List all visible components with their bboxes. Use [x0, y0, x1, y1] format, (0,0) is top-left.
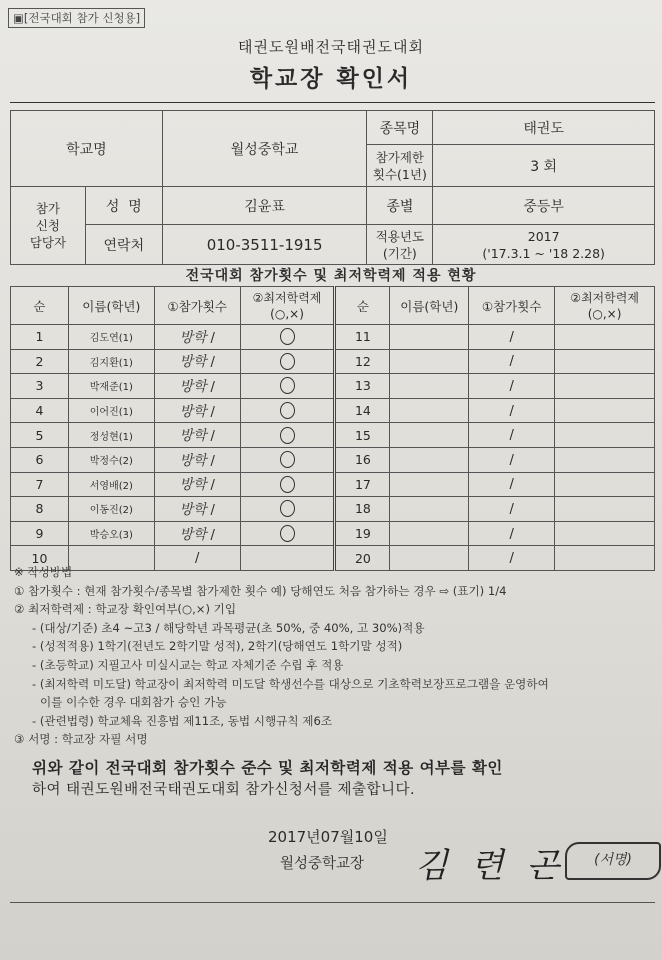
participation-count	[154, 447, 240, 472]
participation-table	[10, 286, 655, 571]
circle-mark-icon	[280, 353, 295, 370]
min-grade-check	[240, 349, 335, 374]
student-name-right	[390, 447, 469, 472]
count-slash-right: /	[509, 329, 514, 345]
participation-count	[154, 472, 240, 497]
circle-mark-icon	[280, 328, 295, 345]
row-no: 5	[11, 423, 69, 448]
header-min-grade-right: ②최저학력제 (○,×)	[555, 287, 655, 325]
count-slash: /	[210, 502, 215, 518]
min-grade-check-right	[555, 472, 655, 497]
min-grade-check-right	[555, 447, 655, 472]
count-slash: /	[210, 478, 215, 494]
note-target: - (대상/기준) 초4 ~고3 / 해당학년 과목평균(초 50%, 중 40%, 고 30%)적용	[32, 620, 425, 635]
count-slash-right: /	[509, 477, 514, 493]
student-name-right	[390, 472, 469, 497]
limit-label: 참가제한 횟수(1년)	[367, 145, 433, 187]
table-row	[11, 423, 655, 448]
count-slash: /	[210, 429, 215, 445]
limit-value: 3 회	[433, 145, 655, 187]
note-header: ※ 작성방법	[14, 565, 73, 579]
student-name: 정성현(1)	[68, 423, 154, 448]
type-value: 중등부	[433, 187, 655, 225]
row-no: 3	[11, 374, 69, 399]
participation-count	[154, 497, 240, 522]
participation-count-right	[469, 497, 555, 522]
note-below-min-cont: 이를 이수한 경우 대회참가 승인 가능	[40, 695, 227, 710]
min-grade-check-right	[555, 497, 655, 522]
year-value: 2017 ('17.3.1 ~ '18 2.28)	[433, 225, 655, 265]
year-label: 적용년도 (기간)	[367, 225, 433, 265]
note-law: - (관련법령) 학교체육 진흥법 제11조, 동법 시행규칙 제6조	[32, 713, 333, 728]
table-row	[11, 472, 655, 497]
participation-count	[154, 349, 240, 374]
phone-label: 연락처	[85, 225, 162, 265]
student-name-right	[390, 349, 469, 374]
count-slash: /	[210, 527, 215, 543]
event-label: 종목명	[367, 111, 433, 145]
row-no: 8	[11, 497, 69, 522]
table-row	[11, 398, 655, 423]
count-handwritten: 방학	[179, 403, 207, 420]
count-handwritten: 방학	[179, 526, 207, 543]
student-name: 서영배(2)	[68, 472, 154, 497]
note-signature: ③ 서명 : 학교장 자필 서명	[14, 732, 148, 747]
note-below-min: - (최저학력 미도달) 학교장이 최저학력 미도달 학생선수를 대상으로 기초학력보장프로그램을 운영하여	[32, 676, 549, 691]
seal-stamp: (서명)	[565, 842, 661, 880]
header-no-right: 순	[335, 287, 390, 325]
circle-mark-icon	[280, 427, 295, 444]
participation-count-right	[469, 398, 555, 423]
issue-date: 2017년07월10일	[268, 828, 388, 846]
student-name: 박재준(1)	[68, 374, 154, 399]
count-slash-right: /	[509, 403, 514, 419]
note-min-grade: ② 최저학력제 : 학교장 확인여부(○,×) 기입	[14, 602, 237, 617]
min-grade-check-right	[555, 521, 655, 546]
circle-mark-icon	[280, 377, 295, 394]
event-name: 태권도원배전국태권도대회	[238, 38, 424, 56]
form-usage-tag: ▣[전국대회 참가 신청용]	[8, 8, 145, 28]
table-row	[11, 497, 655, 522]
circle-mark-icon	[280, 476, 295, 493]
row-no-right: 12	[335, 349, 390, 374]
table-row	[11, 349, 655, 374]
count-slash: /	[194, 551, 200, 567]
school-label: 학교명	[11, 111, 163, 187]
row-no-right: 14	[335, 398, 390, 423]
count-slash-right: /	[509, 501, 514, 517]
min-grade-check	[240, 497, 335, 522]
min-grade-check-right	[555, 325, 655, 350]
row-no: 9	[11, 521, 69, 546]
table-row	[11, 447, 655, 472]
circle-mark-icon	[280, 500, 295, 517]
type-label: 종별	[367, 187, 433, 225]
student-name: 김도연(1)	[68, 325, 154, 350]
school-info-table	[10, 110, 655, 265]
participation-count	[154, 521, 240, 546]
student-name-right	[390, 398, 469, 423]
participation-count-right	[469, 447, 555, 472]
count-handwritten: 방학	[179, 329, 207, 346]
participation-count	[154, 325, 240, 350]
header-count-right: ①참가횟수	[469, 287, 555, 325]
student-name: 김지환(1)	[68, 349, 154, 374]
min-grade-check-right	[555, 546, 655, 571]
min-grade-check	[240, 398, 335, 423]
count-slash: /	[210, 355, 215, 371]
row-no-right: 16	[335, 447, 390, 472]
student-name-right	[390, 497, 469, 522]
student-name: 박승오(3)	[68, 521, 154, 546]
count-handwritten: 방학	[179, 378, 207, 395]
table-row	[11, 325, 655, 350]
student-name-right	[390, 374, 469, 399]
name-label: 성 명	[85, 187, 162, 225]
row-no-right: 15	[335, 423, 390, 448]
event-value: 태권도	[433, 111, 655, 145]
count-handwritten: 방학	[179, 452, 207, 469]
top-rule	[10, 102, 655, 103]
writing-notes	[14, 563, 549, 749]
count-handwritten: 방학	[179, 477, 207, 494]
row-no: 4	[11, 398, 69, 423]
participation-count	[154, 398, 240, 423]
participation-count	[154, 374, 240, 399]
student-name: 박정수(2)	[68, 447, 154, 472]
confirmation-line-2: 하여 태권도원배전국태권도대회 참가신청서를 제출합니다.	[32, 782, 416, 798]
count-slash: /	[210, 379, 215, 395]
document-title: 학교장 확인서	[249, 66, 413, 92]
participation-count	[154, 423, 240, 448]
min-grade-check-right	[555, 423, 655, 448]
name-value: 김윤표	[162, 187, 367, 225]
school-name: 월성중학교	[162, 111, 367, 187]
participation-count-right	[469, 423, 555, 448]
header-count: ①참가횟수	[154, 287, 240, 325]
row-no-right: 13	[335, 374, 390, 399]
min-grade-check-right	[555, 398, 655, 423]
handwritten-signature: 김 련 곤	[415, 846, 566, 886]
participation-count-right	[469, 472, 555, 497]
principal-title: 월성중학교장	[280, 856, 365, 872]
count-slash: /	[210, 453, 215, 469]
count-slash-right: /	[509, 526, 514, 542]
row-no-right: 18	[335, 497, 390, 522]
row-no-right: 19	[335, 521, 390, 546]
min-grade-check	[240, 374, 335, 399]
bottom-rule	[10, 902, 655, 903]
student-name-right	[390, 521, 469, 546]
min-grade-check	[240, 423, 335, 448]
row-no: 10	[11, 546, 69, 571]
row-no-right: 17	[335, 472, 390, 497]
count-slash-right: /	[509, 378, 514, 394]
row-no: 1	[11, 325, 69, 350]
circle-mark-icon	[280, 402, 295, 419]
count-slash-right: /	[509, 551, 514, 567]
student-name-right	[390, 325, 469, 350]
confirmation-line-1: 위와 같이 전국대회 참가횟수 준수 및 최저학력제 적용 여부를 확인	[32, 759, 503, 777]
row-no-right: 20	[335, 546, 390, 571]
count-slash-right: /	[509, 452, 514, 468]
contact-person-label: 참가 신청 담당자	[11, 187, 86, 265]
note-grades: - (성적적용) 1학기(전년도 2학기말 성적), 2학기(당해연도 1학기말 성적)	[32, 639, 403, 654]
min-grade-check-right	[555, 374, 655, 399]
count-handwritten: 방학	[179, 501, 207, 518]
participation-count-right	[469, 374, 555, 399]
note-count: ① 참가횟수 : 현재 참가횟수/종목별 참가제한 횟수 예) 당해연도 처음 참가하는 경우 ⇨ (표기) 1/4	[14, 583, 507, 598]
header-min-grade: ②최저학력제 (○,×)	[240, 287, 335, 325]
header-name: 이름(학년)	[68, 287, 154, 325]
phone-value: 010-3511-1915	[162, 225, 367, 265]
min-grade-check	[240, 521, 335, 546]
count-handwritten: 방학	[179, 428, 207, 445]
row-no: 2	[11, 349, 69, 374]
min-grade-check	[240, 325, 335, 350]
min-grade-check-right	[555, 349, 655, 374]
participation-count-right	[469, 521, 555, 546]
participation-count-right	[469, 325, 555, 350]
count-handwritten: 방학	[179, 354, 207, 371]
note-elementary: - (초등학교) 지필고사 미실시교는 학교 자체기준 수립 후 적용	[32, 657, 344, 672]
header-name-right: 이름(학년)	[390, 287, 469, 325]
count-slash: /	[210, 404, 215, 420]
table-row	[11, 521, 655, 546]
student-name: 이어진(1)	[68, 398, 154, 423]
participation-count-right	[469, 349, 555, 374]
count-slash-right: /	[509, 354, 514, 370]
count-slash-right: /	[509, 428, 514, 444]
row-no: 6	[11, 447, 69, 472]
min-grade-check	[240, 472, 335, 497]
confirmation-text	[32, 757, 503, 801]
row-no: 7	[11, 472, 69, 497]
row-no-right: 11	[335, 325, 390, 350]
section-title: 전국대회 참가횟수 및 최저학력제 적용 현황	[185, 268, 477, 284]
student-name-right	[390, 423, 469, 448]
table-row	[11, 374, 655, 399]
circle-mark-icon	[280, 451, 295, 468]
min-grade-check	[240, 447, 335, 472]
count-slash: /	[210, 330, 215, 346]
header-no: 순	[11, 287, 69, 325]
student-name: 이동진(2)	[68, 497, 154, 522]
circle-mark-icon	[280, 525, 295, 542]
